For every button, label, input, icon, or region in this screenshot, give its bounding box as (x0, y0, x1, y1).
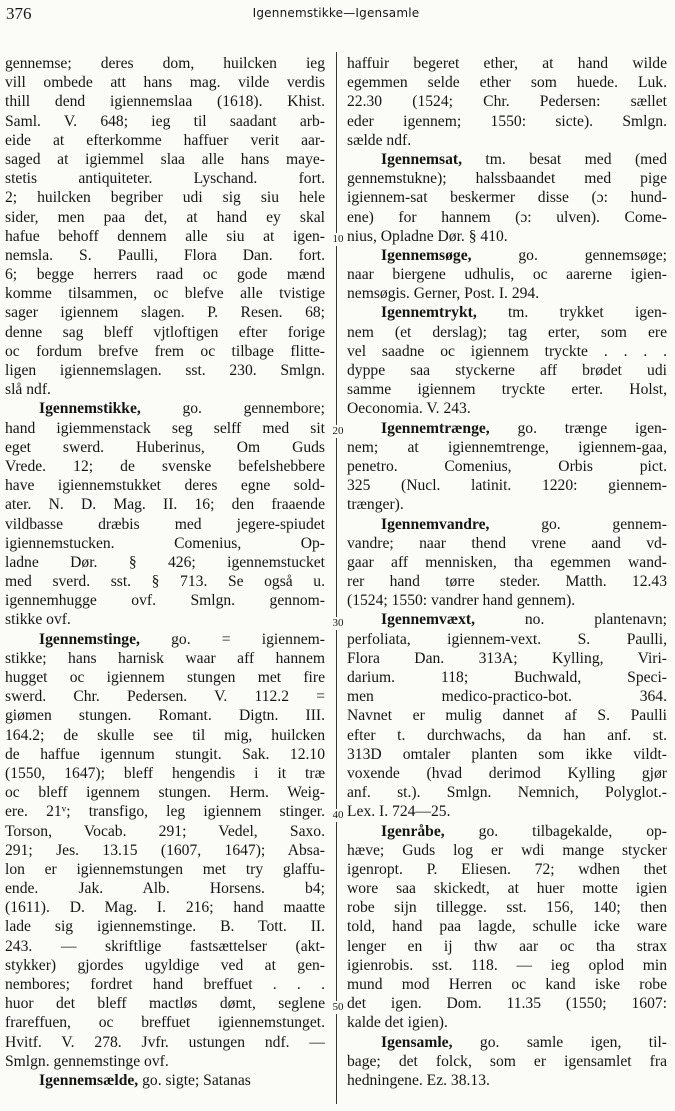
text-line: stykker) gjordes ugyldige ved at gen- (5, 956, 325, 974)
entry-headword: Igennemvandre, (381, 515, 490, 533)
text-line: Igennemstikke, go. gennembore; (39, 400, 325, 418)
text-line: Navnet er mulig dannet af S. Paulli (347, 707, 667, 725)
text-line: oc fordum brefve frem oc tilbage flitte- (5, 342, 325, 360)
text-line: igienrobis. sst. 118. — ieg oplod min (347, 956, 667, 974)
text-line: swerd. Chr. Pedersen. V. 112.2 = (5, 688, 325, 706)
text-line: Igennemsat, tm. besat med (med (381, 150, 667, 168)
text-line: anf. st.). Smlgn. Nemnich, Polyglot.- (347, 784, 667, 802)
text-line: hand igiemmenstack seg selff med sit (5, 419, 325, 437)
text-line: men medico-practico-bot. 364. (347, 688, 667, 706)
text-line: nembores; fordret hand breffuet . . . (5, 976, 325, 993)
text-line: voxende (hvad derimod Kylling gjør (347, 764, 667, 782)
text-line: rer hand tørre steder. Matth. 12.43 (347, 573, 667, 591)
text-line: nem; at igiennemtrenge, igiennem-gaa, (347, 438, 667, 456)
text-line: samme igiennem tryckte erter. Holst, (347, 381, 667, 399)
text-line: perfoliata, igiennem-vext. S. Paulli, (347, 630, 667, 648)
text-line: huor det bleff mactløs dømt, seglene (5, 995, 325, 1013)
text-line: 243. — skriftlige fastsættelser (akt- (5, 937, 325, 955)
text-line: sager igiennem slagen. P. Resen. 68; (5, 304, 325, 322)
text-line: saged at igiemmel slaa alle hans maye- (5, 150, 325, 168)
text-line: Igennemsælde, go. sigte; Satanas (39, 1071, 251, 1089)
text-line: Igenråbe, go. tilbagekalde, op- (381, 822, 667, 840)
text-line: stetis antiquiteter. Lyschand. fort. (5, 170, 325, 188)
text-line: 164.2; de skulle see til mig, huilcken (5, 726, 325, 744)
text-line: 291; Jes. 13.15 (1607, 1647); Absa- (5, 841, 325, 859)
entry-headword: Igennemvæxt, (381, 611, 475, 629)
text-line: wore saa skickedt, at huer motte igien (347, 880, 667, 898)
text-line: eder igennem; 1550: sicte). Smlgn. (347, 112, 667, 130)
page-number: 376 (6, 4, 32, 23)
text-line: vandre; naar thend vrene aand vd- (347, 534, 667, 552)
text-line: igiennemstucken. Comenius, Op- (5, 534, 325, 552)
text-line: mund mod Herren oc kand iske robe (347, 976, 667, 993)
text-line: Igennemsøge, go. gennemsøge; (381, 246, 667, 264)
text-line: nem (et derslag); tag erter, som ere (347, 323, 667, 341)
text-line: vill ombede att hans mag. vilde verdis (5, 74, 325, 92)
text-line: Igennemtrænge, go. trænge igen- (381, 419, 667, 437)
text-line: lenger en ij thw aar oc tha strax (347, 937, 667, 955)
left-column (5, 54, 325, 1090)
text-line: sider, men paa det, at hand ey skal (5, 208, 325, 226)
page-header (6, 2, 666, 34)
text-line: dyppe saa styckerne aff brødet udi (347, 362, 667, 379)
text-line: Igennemstinge, go. = igiennem- (39, 630, 325, 648)
text-line: Hvitf. V. 278. Jvfr. ustungen ndf. — (5, 1033, 325, 1051)
text-line: Vrede. 12; de svenske befelshebbere (5, 457, 325, 475)
text-line: slå ndf. (5, 381, 51, 399)
text-line: darium. 118; Buchwald, Speci- (347, 669, 667, 686)
text-line: kalde det igien). (347, 1014, 448, 1032)
text-line: Flora Dan. 313A; Kylling, Viri- (347, 649, 667, 667)
line-marker: 50 (329, 1001, 347, 1014)
text-line: igennemhugge ovf. Smlgn. gennom- (5, 592, 325, 610)
text-line: stikke; hans harnisk waar aff hannem (5, 649, 325, 667)
text-line: det igen. Dom. 11.35 (1550; 1607: (347, 995, 667, 1013)
text-line: Igennemvæxt, no. plantenavn; (381, 611, 667, 629)
entry-headword: Igennemstinge, (39, 630, 140, 648)
text-line: haffuir begeret ether, at hand wilde (347, 55, 667, 72)
line-marker: 40 (329, 809, 347, 822)
text-line: med sverd. sst. § 713. Se også u. (5, 573, 325, 591)
text-line: denne sag bleff vjtloftigen efter forige (5, 323, 325, 341)
text-line: bage; det folck, som er igensamlet fra (347, 1052, 667, 1070)
text-line: de haffue igennum stungit. Sak. 12.10 (5, 745, 325, 763)
text-line: 2; huilcken begriber udi sig siu hele (5, 189, 325, 207)
entry-headword: Igennemstikke, (39, 400, 141, 418)
text-line: (1524; 1550: vandrer hand gennem). (347, 592, 576, 610)
text-line: efter t. durchwachs, da han anf. st. (347, 726, 667, 744)
line-marker: 10 (329, 233, 347, 246)
text-line: 22.30 (1524; Chr. Pedersen: sællet (347, 93, 667, 111)
text-line: ere. 21ᵛ; transfigo, leg igiennem stinger. (5, 803, 325, 821)
text-line: vel saadne oc igiennem tryckte . . . . (347, 342, 667, 360)
text-line: nius, Opladne Dør. § 410. (347, 227, 508, 245)
entry-headword: Igensamle, (381, 1033, 453, 1051)
text-line: oc bleff igennem stungen. Herm. Weig- (5, 784, 325, 802)
text-line: ater. N. D. Mag. II. 16; den fraaende (5, 496, 325, 514)
text-line: Igennemtrykt, tm. trykket igen- (381, 304, 667, 322)
text-line: told, hand paa lagde, schulle icke ware (347, 918, 667, 936)
text-line: gennemse; deres dom, huilcken ieg (5, 55, 325, 72)
text-line: gaar aff mennisken, tha egemmen wand- (347, 553, 667, 571)
text-line: Igensamle, go. samle igen, til- (381, 1033, 667, 1051)
text-line: eget swerd. Huberinus, Om Guds (5, 438, 325, 456)
entry-headword: Igennemtrykt, (381, 304, 477, 322)
running-head: Igennemstikke—Igensamle (252, 6, 420, 20)
text-line: 6; begge herrers raad oc gode mænd (5, 266, 325, 284)
line-marker: 30 (329, 617, 347, 630)
text-line: 313D omtaler planten som ikke vildt- (347, 745, 667, 763)
text-line: gennemstukne); halssbaandet med pige (347, 170, 667, 188)
text-line: Saml. V. 648; ieg til saadant arb- (5, 112, 325, 130)
text-line: eide at efterkomme haffuer verit aar- (5, 131, 325, 149)
text-line: 325 (Nucl. latinit. 1220: giennem- (347, 477, 667, 495)
text-line: hugget oc igiennem stungen met fire (5, 669, 325, 686)
text-line: ladne Dør. § 426; igennemstucket (5, 553, 325, 571)
text-line: Oeconomia. V. 243. (347, 400, 471, 418)
text-line: have igiennemstukket deres egne sold- (5, 477, 325, 495)
text-line: lade sig igiennemstinge. B. Tott. II. (5, 918, 325, 936)
text-line: nemsøgis. Gerner, Post. I. 294. (347, 285, 540, 303)
entry-headword: Igennemtrænge, (381, 419, 490, 437)
text-line: naar biergene udhulis, oc aarerne igien- (347, 266, 667, 284)
entry-headword: Igennemsøge, (381, 246, 472, 264)
text-line: ligen igiennemslagen. sst. 230. Smlgn. (5, 362, 325, 379)
column-divider (336, 52, 337, 1104)
text-line: frareffuen, oc breffuet igiennemstunget. (5, 1014, 325, 1032)
text-line: igiennem-sat beskermer disse (ɔ: hund- (347, 189, 667, 207)
text-line: Smlgn. gennemstinge ovf. (5, 1052, 169, 1070)
text-line: vildbasse dræbis med jegere-spiudet (5, 515, 325, 533)
text-line: Lex. I. 724—25. (347, 803, 451, 821)
text-line: hedningene. Ez. 38.13. (347, 1071, 490, 1089)
entry-headword: Igennemsat, (381, 150, 462, 168)
text-line: nemsla. S. Paulli, Flora Dan. fort. (5, 246, 325, 264)
right-column (347, 54, 667, 1090)
entry-headword: Igenråbe, (381, 822, 445, 840)
text-line: Torson, Vocab. 291; Vedel, Saxo. (5, 822, 325, 840)
text-line: trænger). (347, 496, 404, 514)
text-line: hafue behoff dennem alle siu at igen- (5, 227, 325, 245)
text-line: komme tilsammen, oc blefve alle tvistige (5, 285, 325, 303)
text-line: giømen stungen. Romant. Digtn. III. (5, 707, 325, 725)
text-line: ende. Jak. Alb. Horsens. b4; (5, 880, 325, 898)
text-line: egemmen selde ether som huede. Luk. (347, 74, 667, 92)
text-line: igenropt. P. Eliesen. 72; wdhen thet (347, 860, 667, 878)
text-line: penetro. Comenius, Orbis pict. (347, 457, 667, 475)
text-line: Igennemvandre, go. gennem- (381, 515, 667, 533)
text-line: robe sijn tillegge. sst. 156, 140; then (347, 899, 667, 917)
entry-headword: Igennemsælde, (39, 1071, 139, 1089)
text-line: (1611). D. Mag. I. 216; hand maatte (5, 899, 325, 917)
line-marker: 20 (329, 425, 347, 438)
text-line: thill dend igiennemslaa (1618). Khist. (5, 93, 325, 111)
text-line: hæve; Guds log er wdi mange stycker (347, 841, 667, 859)
text-line: (1550, 1647); bleff hengendis i it træ (5, 764, 325, 782)
text-line: stikke ovf. (5, 611, 71, 629)
text-line: ene) for hannem (ɔ: ulven). Come- (347, 208, 667, 226)
text-line: sælde ndf. (347, 131, 412, 149)
text-line: lon er igiennemstungen met try glaffu- (5, 860, 325, 878)
